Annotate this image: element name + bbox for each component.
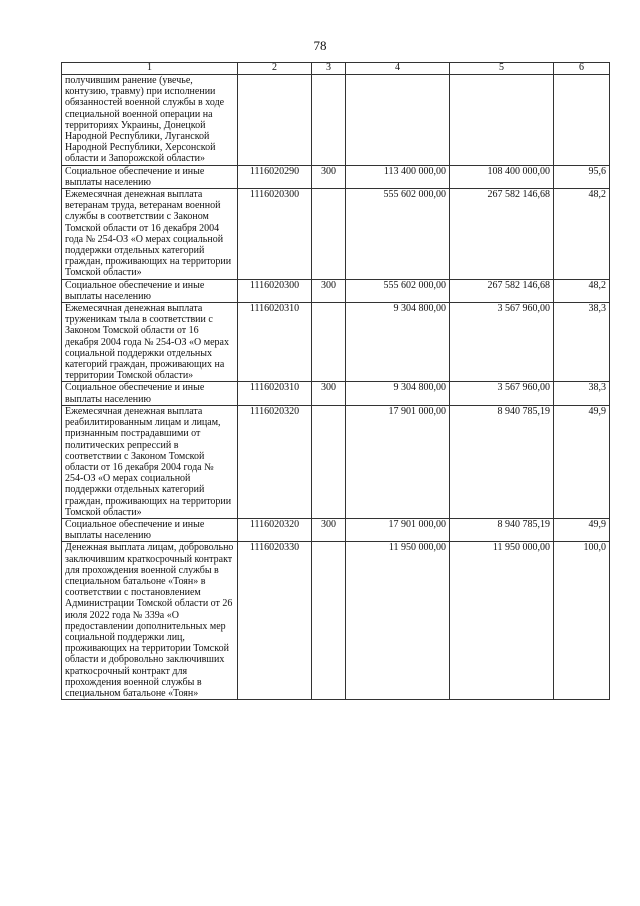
- row-name: Социальное обеспечение и иные выплаты населению: [62, 382, 238, 405]
- row-plan: 555 602 000,00: [346, 279, 450, 302]
- column-header-3: 3: [312, 63, 346, 75]
- row-fact: 3 567 960,00: [450, 382, 554, 405]
- row-name: Социальное обеспечение и иные выплаты населению: [62, 518, 238, 541]
- row-expense-type: [312, 75, 346, 166]
- table-row: [62, 382, 610, 405]
- row-code: 1116020290: [238, 165, 312, 188]
- row-percent: 38,3: [554, 382, 610, 405]
- row-fact: 11 950 000,00: [450, 542, 554, 700]
- row-plan: [346, 75, 450, 166]
- row-plan: 555 602 000,00: [346, 189, 450, 280]
- row-plan: 9 304 800,00: [346, 382, 450, 405]
- page-number: 78: [313, 38, 327, 53]
- row-code: 1116020320: [238, 518, 312, 541]
- row-code: 1116020310: [238, 303, 312, 382]
- row-expense-type: [312, 189, 346, 280]
- row-fact: 108 400 000,00: [450, 165, 554, 188]
- row-percent: 48,2: [554, 279, 610, 302]
- row-name: Ежемесячная денежная выплата труженикам тыла в соответствии с Законом Томской области от 16 декабря 2004 года № 254-ОЗ «О мерах социальной поддержки отдельных категорий граждан, проживающих на территории Томской области»: [62, 303, 238, 382]
- column-header-6: 6: [554, 63, 610, 75]
- row-expense-type: 300: [312, 279, 346, 302]
- row-plan: 11 950 000,00: [346, 542, 450, 700]
- row-code: 1116020310: [238, 382, 312, 405]
- row-name: Социальное обеспечение и иные выплаты населению: [62, 165, 238, 188]
- row-percent: 38,3: [554, 303, 610, 382]
- row-plan: 113 400 000,00: [346, 165, 450, 188]
- table-row: [62, 165, 610, 188]
- row-code: [238, 75, 312, 166]
- row-name: Денежная выплата лицам, добровольно заключившим краткосрочный контракт для прохождения военной службы в специальном батальоне «Тоян» в соответствии с постановлением Администрации Томской области от 26 июля 2022 года № 339а «О предоставлении дополнительных мер социальной поддержки лиц, проживающих на территории Томской области и добровольно заключивших краткосрочный контракт для прохождения военной службы в специальном батальоне «Тоян»: [62, 542, 238, 700]
- row-fact: [450, 75, 554, 166]
- table-row: [62, 303, 610, 382]
- row-plan: 17 901 000,00: [346, 518, 450, 541]
- row-percent: [554, 75, 610, 166]
- row-name: Социальное обеспечение и иные выплаты населению: [62, 279, 238, 302]
- column-header-5: 5: [450, 63, 554, 75]
- row-plan: 9 304 800,00: [346, 303, 450, 382]
- column-header-4: 4: [346, 63, 450, 75]
- row-percent: 100,0: [554, 542, 610, 700]
- column-header-2: 2: [238, 63, 312, 75]
- row-fact: 267 582 146,68: [450, 279, 554, 302]
- row-expense-type: [312, 405, 346, 518]
- row-name: Ежемесячная денежная выплата реабилитированным лицам и лицам, признанным пострадавшими от политических репрессий в соответствии с Законом Томской области от 16 декабря 2004 года № 254-ОЗ «О мерах социальной поддержки отдельных категорий граждан, проживающих на территории Томской области»: [62, 405, 238, 518]
- table-row: [62, 189, 610, 280]
- row-percent: 48,2: [554, 189, 610, 280]
- row-fact: 267 582 146,68: [450, 189, 554, 280]
- table-row: [62, 75, 610, 166]
- budget-table: [61, 62, 610, 700]
- row-percent: 49,9: [554, 518, 610, 541]
- table-row: [62, 405, 610, 518]
- row-code: 1116020330: [238, 542, 312, 700]
- row-expense-type: [312, 542, 346, 700]
- row-fact: 8 940 785,19: [450, 405, 554, 518]
- table-row: [62, 542, 610, 700]
- row-fact: 3 567 960,00: [450, 303, 554, 382]
- table-row: [62, 279, 610, 302]
- row-fact: 8 940 785,19: [450, 518, 554, 541]
- row-code: 1116020320: [238, 405, 312, 518]
- row-code: 1116020300: [238, 189, 312, 280]
- row-name: Ежемесячная денежная выплата ветеранам труда, ветеранам военной службы в соответствии с Законом Томской области от 16 декабря 2004 года № 254-ОЗ «О мерах социальной поддержки отдельных категорий граждан, проживающих на территории Томской области»: [62, 189, 238, 280]
- column-header-1: 1: [62, 63, 238, 75]
- row-expense-type: 300: [312, 165, 346, 188]
- table-row: [62, 518, 610, 541]
- row-plan: 17 901 000,00: [346, 405, 450, 518]
- row-expense-type: 300: [312, 518, 346, 541]
- row-percent: 49,9: [554, 405, 610, 518]
- column-number-row: [62, 63, 610, 75]
- row-code: 1116020300: [238, 279, 312, 302]
- row-percent: 95,6: [554, 165, 610, 188]
- row-name: получившим ранение (увечье, контузию, травму) при исполнении обязанностей военной службы в ходе специальной военной операции на территориях Украины, Донецкой Народной Республики, Луганской Народной Республики, Херсонской области и Запорожской области»: [62, 75, 238, 166]
- row-expense-type: [312, 303, 346, 382]
- row-expense-type: 300: [312, 382, 346, 405]
